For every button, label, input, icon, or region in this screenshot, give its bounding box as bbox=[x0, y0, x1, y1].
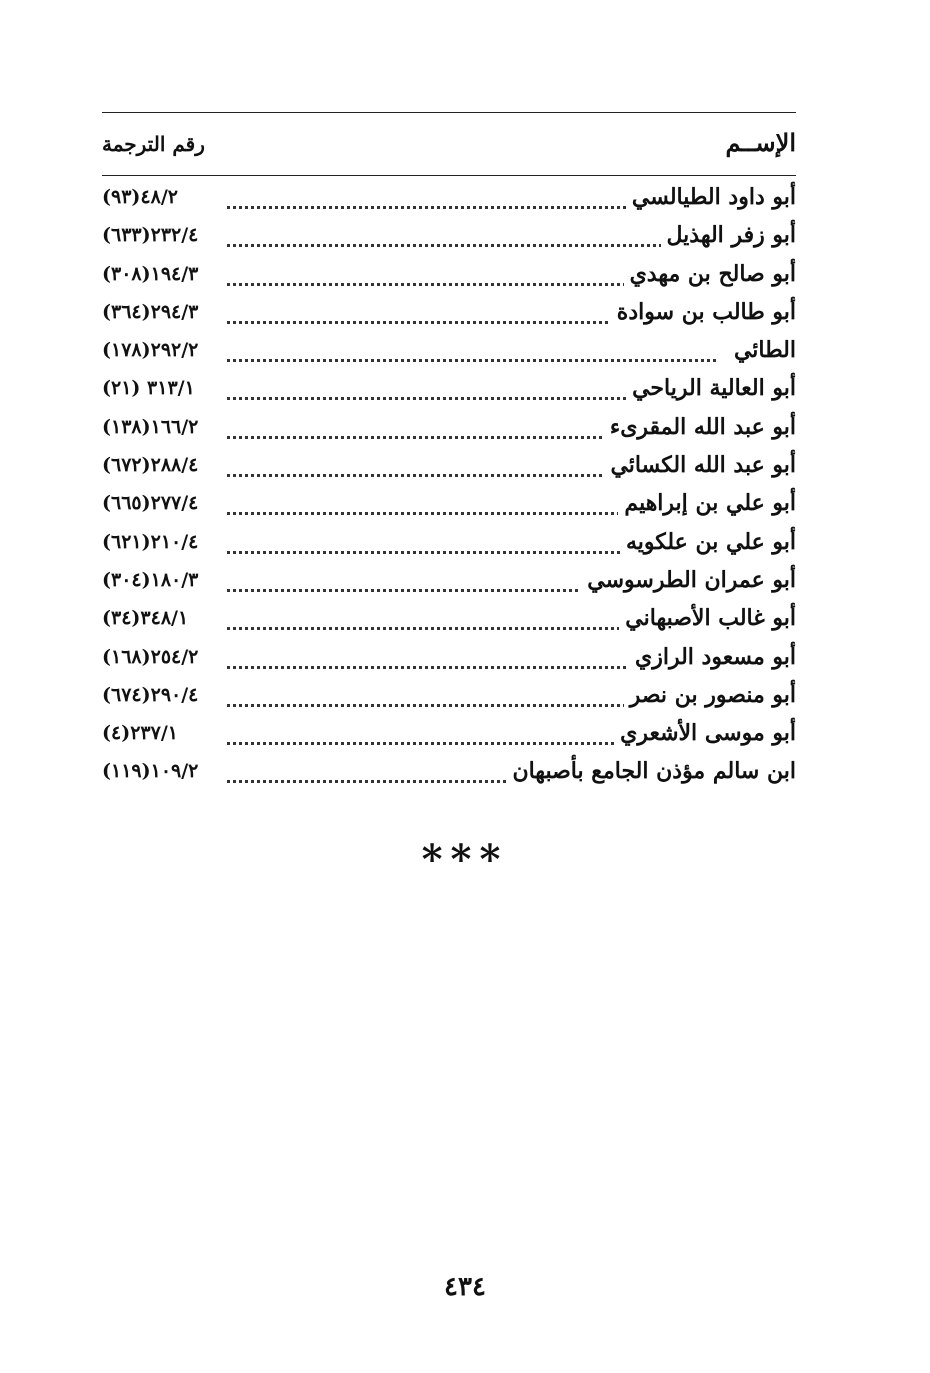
entry-reference: (٣٦٤)٢٩٤/٣ bbox=[102, 300, 199, 323]
index-entry bbox=[102, 754, 796, 792]
entry-reference: (١٧٨)٢٩٢/٢ bbox=[102, 339, 199, 362]
index-entry bbox=[102, 448, 796, 486]
index-entry bbox=[102, 678, 796, 716]
entry-reference: (٤)٢٣٧/١ bbox=[102, 722, 178, 745]
entry-reference: (٣٠٤)١٨٠/٣ bbox=[102, 568, 199, 591]
entry-reference: (١١٩)١٠٩/٢ bbox=[102, 760, 199, 783]
entry-name: أبو مسعود الرازي bbox=[629, 644, 796, 670]
entry-name: أبو زفر الهذيل bbox=[661, 222, 797, 248]
index-header bbox=[102, 124, 796, 164]
index-entry bbox=[102, 601, 796, 639]
entry-name: أبو عمران الطرسوسي bbox=[581, 567, 796, 593]
index-entry bbox=[102, 333, 796, 371]
entry-reference: (٦٢١)٢١٠/٤ bbox=[102, 530, 199, 553]
entry-name: أبو علي بن علكويه bbox=[620, 529, 796, 555]
index-entry bbox=[102, 486, 796, 524]
number-column-heading: رقم الترجمة bbox=[102, 132, 205, 156]
index-entry bbox=[102, 410, 796, 448]
entry-reference: (١٦٨)٢٥٤/٢ bbox=[102, 645, 199, 668]
section-separator: *** bbox=[421, 836, 509, 883]
entry-name: أبو طالب بن سوادة bbox=[611, 299, 796, 325]
entry-name: أبو غالب الأصبهاني bbox=[619, 605, 796, 631]
index-entry bbox=[102, 180, 796, 218]
leader-dots bbox=[227, 230, 716, 247]
entry-reference: (٦٧٢)٢٨٨/٤ bbox=[102, 454, 199, 477]
entry-name: أبو عبد الله الكسائي bbox=[604, 452, 796, 478]
entry-name: أبو موسى الأشعري bbox=[614, 720, 796, 746]
entry-name: أبو صالح بن مهدي bbox=[624, 261, 796, 287]
entry-reference: (٣٠٨)١٩٤/٣ bbox=[102, 262, 199, 285]
top-rule bbox=[102, 112, 796, 113]
entry-reference: (٢١) ٣١٣/١ bbox=[102, 377, 195, 400]
entry-reference: (٦٦٥)٢٧٧/٤ bbox=[102, 492, 199, 515]
header-rule bbox=[102, 175, 796, 176]
index-entry bbox=[102, 257, 796, 295]
index-entry bbox=[102, 371, 796, 409]
entry-reference: (٦٣٣)٢٣٢/٤ bbox=[102, 224, 199, 247]
leader-dots bbox=[227, 345, 716, 362]
page-number: ٤٣٤ bbox=[444, 1272, 486, 1302]
entry-name: أبو عبد الله المقرىء bbox=[604, 414, 796, 440]
entry-name: أبو داود الطيالسي bbox=[626, 184, 796, 210]
entry-reference: (٩٣)٤٨/٢ bbox=[102, 186, 178, 208]
entry-name: الطائي bbox=[728, 337, 796, 363]
index-entry bbox=[102, 525, 796, 563]
index-list bbox=[102, 180, 796, 793]
entry-name: أبو منصور بن نصر bbox=[624, 682, 796, 708]
entry-reference: (٣٤)٣٤٨/١ bbox=[102, 607, 189, 630]
index-entry bbox=[102, 563, 796, 601]
index-entry bbox=[102, 716, 796, 754]
name-column-heading: الإســم bbox=[725, 128, 796, 157]
entry-name: ابن سالم مؤذن الجامع بأصبهان bbox=[506, 758, 796, 784]
index-entry bbox=[102, 640, 796, 678]
entry-reference: (١٣٨)١٦٦/٢ bbox=[102, 415, 199, 438]
index-entry bbox=[102, 218, 796, 256]
index-entry bbox=[102, 295, 796, 333]
entry-name: أبو علي بن إبراهيم bbox=[618, 490, 796, 516]
entry-reference: (٦٧٤)٢٩٠/٤ bbox=[102, 683, 199, 706]
entry-name: أبو العالية الرياحي bbox=[626, 375, 796, 401]
